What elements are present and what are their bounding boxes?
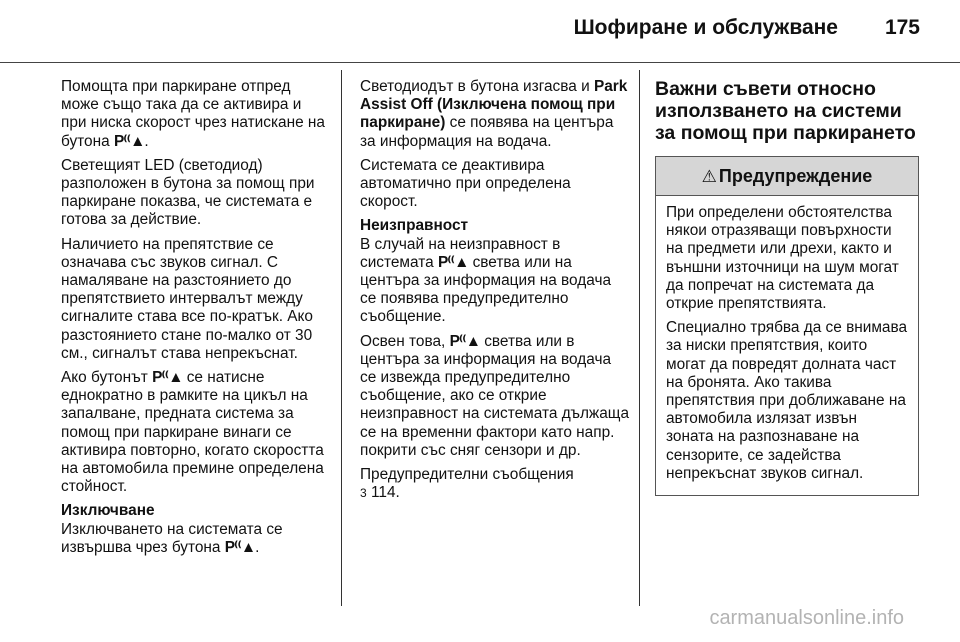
paragraph [360,333,630,460]
park-assist-icon: P⁽⁽▲ [449,332,480,350]
paragraph-text: В случай на неизправност в системата [360,235,561,271]
paragraph [61,369,331,496]
paragraph: Светещият LED (светодиод) разположен в бутона за помощ при паркиране показва, че системата е готова за действие. [61,156,315,229]
paragraph-text: Изключването на системата се извършва чрез бутона [61,520,283,556]
subheading-off: Изключване [61,502,155,520]
column-middle [360,78,630,508]
message-park-assist-off: Park Assist Off (Изключена помощ при паркиране) [360,78,628,132]
paragraph-text: Ако бутонът [61,369,148,387]
header-title: Шофиране и обслужване [573,16,838,39]
paragraph-text: светва или в центъра за информация на водача се извежда предупредително съобщение, ако се открие неизправност на системата дължаща се на временни фактори като напр. покрити със сняг сензори и др. [360,332,630,459]
page-header [0,0,960,52]
header-rule [0,62,960,63]
paragraph: При определени обстоятелства някои отразяващи повърхности на предмети или дрехи, както и външни източници на шум могат да попречат на системата да открие препятствията. [666,204,899,313]
paragraph [61,521,331,557]
paragraph: Системата се деактивира автоматично при определена скорост. [360,156,571,211]
column-left [61,78,331,563]
page-number: 175 [884,16,920,39]
park-assist-icon: P⁽⁽▲ [224,538,256,556]
warning-icon: ⚠ [701,167,717,186]
warning-box [655,156,919,496]
page-reference-link[interactable]: 114. [370,484,400,502]
subheading-fault: Неизправност [360,217,469,235]
paragraph-text: Предупредителни съобщения [360,466,574,484]
watermark: carmanualsonline.info [709,607,904,629]
column-divider [639,70,640,606]
column-divider [341,70,342,606]
paragraph-text: . [255,538,260,556]
paragraph-text: се появява на центъра за информация на водача. [360,114,614,150]
warning-body [656,196,918,495]
paragraph [61,78,331,151]
paragraph-text: се натисне еднократно в рамките на цикъл на запалване, предната система за помощ при паркиране винаги се активира повторно, когато скоростта на автомобила премине определена стойност. [61,369,324,496]
paragraph: Наличието на препятствие се означава със звуков сигнал. С намаляване на разстоянието до препятствието интервалът между сигналите става все по-кратък. Ако разстоянието стане по-малко от 30 см., сигналът става непрекъснат. [61,235,313,362]
park-assist-icon: P⁽⁽▲ [437,253,469,271]
paragraph-text: Светодиодът в бутона изгасва и [360,78,590,95]
park-assist-icon: P⁽⁽▲ [113,132,145,150]
paragraph-text: Освен това, [360,332,446,350]
warning-label: Предупреждение [718,166,873,186]
paragraph [360,236,630,327]
park-assist-icon: P⁽⁽▲ [152,369,183,387]
paragraph-text: Помощта при паркиране отпред може също така да се активира и при ниска скорост чрез натискане на бутона [61,78,325,150]
paragraph [360,466,630,502]
paragraph-text: . [144,132,149,150]
paragraph [360,78,630,151]
section-title: Важни съвети относно използването на системи за помощ при паркирането [655,78,916,144]
page-reference-arrow-icon: 3 [360,486,367,501]
paragraph: Специално трябва да се внимава за ниски препятствия, които могат да повредят долната част на бронята. Ако такива препятствия при доближаване на автомобила излязат извън зоната на разпознаване на сензорите, се задейства непрекъснат звуков сигнал. [666,319,908,482]
warning-header [656,157,918,196]
paragraph-text: светва или на центъра за информация на водача се появява предупредително съобщение. [360,253,612,326]
column-right [655,78,920,496]
